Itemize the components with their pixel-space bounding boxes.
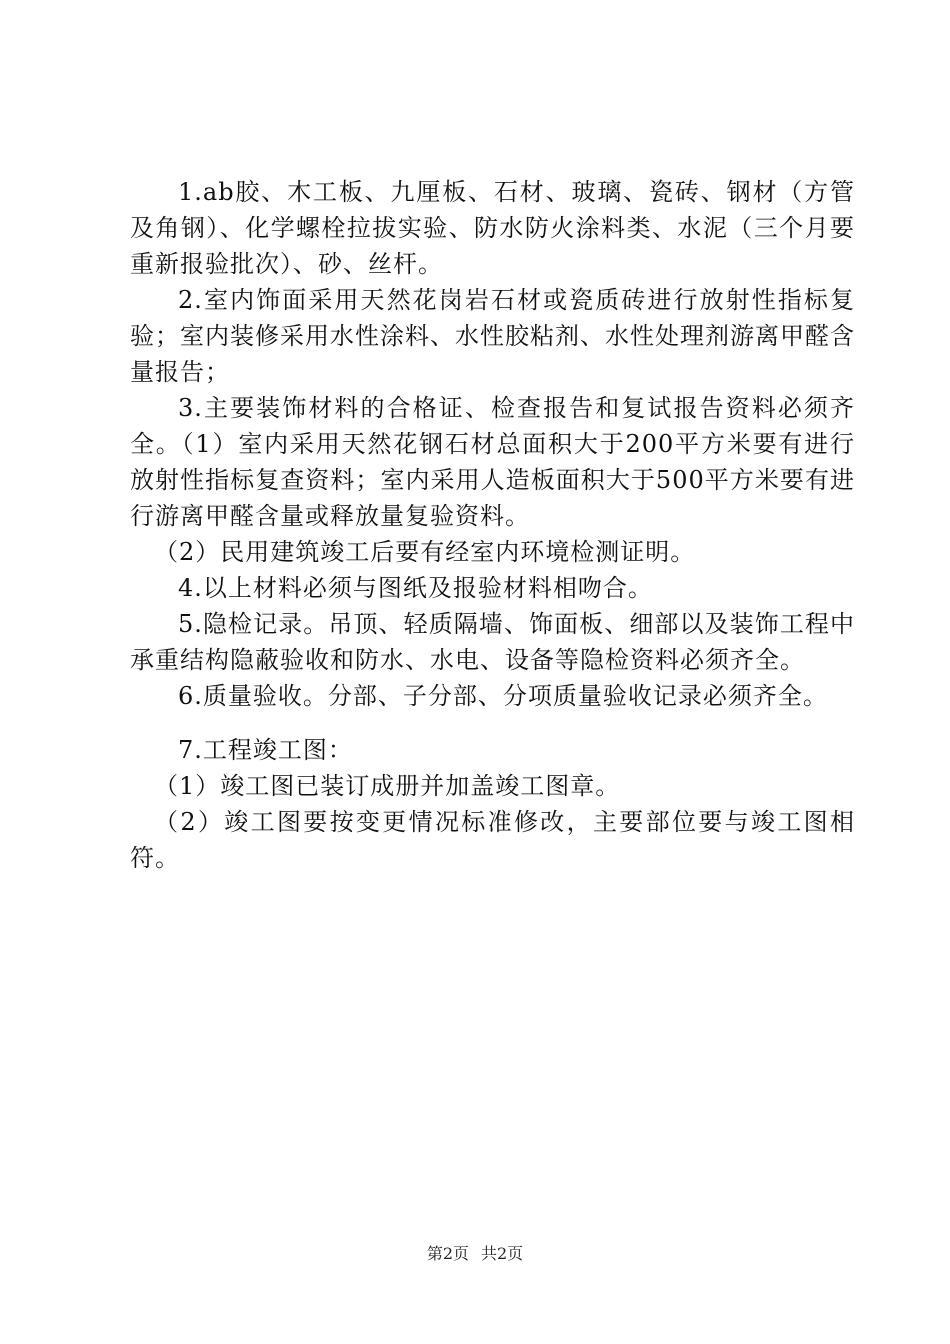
paragraph-environment-test: （2）民用建筑竣工后要有经室内环境检测证明。 (154, 538, 696, 566)
page-footer (0, 1244, 950, 1264)
document-body (130, 174, 855, 876)
paragraph-drawings-bound: （1）竣工图已装订成册并加盖竣工图章。 (154, 772, 621, 800)
paragraph-materials-list: 1.ab胶、木工板、九厘板、石材、玻璃、瓷砖、钢材（方管及角钢）、化学螺栓拉拔实验、防水防火涂料类、水泥（三个月要重新报验批次）、砂、丝杆。 (130, 178, 855, 278)
page-number-total: 共2页 (481, 1244, 524, 1263)
paragraph-radioactivity-retest: 2.室内饰面采用天然花岗岩石材或瓷质砖进行放射性指标复验；室内装修采用水性涂料、水性胶粘剂、水性处理剂游离甲醛含量报告； (130, 286, 855, 386)
paragraph-certificates: 3.主要装饰材料的合格证、检查报告和复试报告资料必须齐全。（1）室内采用天然花钢石材总面积大于200平方米要有进行放射性指标复查资料；室内采用人造板面积大于500平方米要有进行游离甲醛含量或释放量复验资料。 (130, 394, 855, 530)
paragraph-quality-acceptance: 6.质量验收。分部、子分部、分项质量验收记录必须齐全。 (178, 682, 828, 710)
paragraph-drawings-revised: （2）竣工图要按变更情况标准修改，主要部位要与竣工图相符。 (130, 808, 855, 872)
paragraph-as-built-drawings: 7.工程竣工图： (178, 736, 353, 764)
paragraph-concealed-inspection: 5.隐检记录。吊顶、轻质隔墙、饰面板、细部以及装饰工程中承重结构隐蔽验收和防水、水电、设备等隐检资料必须齐全。 (130, 610, 855, 674)
paragraph-materials-match: 4.以上材料必须与图纸及报验材料相吻合。 (178, 574, 653, 602)
page-number-current: 第2页 (426, 1244, 469, 1263)
